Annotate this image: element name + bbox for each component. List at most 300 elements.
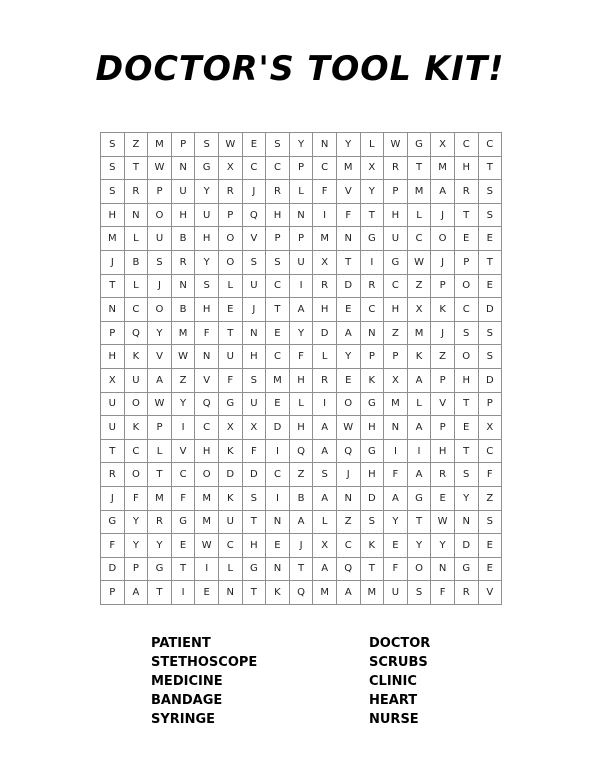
grid-cell: D bbox=[266, 416, 290, 440]
grid-cell: U bbox=[384, 227, 408, 251]
grid-cell: O bbox=[407, 557, 431, 581]
grid-cell: R bbox=[431, 463, 455, 487]
grid-cell: C bbox=[454, 298, 478, 322]
grid-cell: W bbox=[218, 133, 242, 157]
grid-cell: D bbox=[478, 298, 502, 322]
grid-cell: Q bbox=[289, 439, 313, 463]
grid-row bbox=[101, 486, 502, 510]
grid-cell: N bbox=[124, 203, 148, 227]
grid-cell: I bbox=[266, 486, 290, 510]
grid-cell: X bbox=[478, 416, 502, 440]
grid-cell: P bbox=[360, 345, 384, 369]
grid-cell: Q bbox=[195, 392, 219, 416]
grid-cell: P bbox=[148, 180, 172, 204]
grid-cell: F bbox=[242, 439, 266, 463]
grid-cell: D bbox=[313, 321, 337, 345]
grid-cell: N bbox=[171, 156, 195, 180]
grid-cell: W bbox=[336, 416, 360, 440]
page-title: DOCTOR'S TOOL KIT! bbox=[95, 49, 505, 89]
grid-cell: O bbox=[124, 392, 148, 416]
grid-cell: H bbox=[313, 298, 337, 322]
grid-cell: I bbox=[407, 439, 431, 463]
grid-cell: F bbox=[384, 557, 408, 581]
grid-cell: M bbox=[195, 510, 219, 534]
grid-cell: F bbox=[195, 321, 219, 345]
grid-cell: C bbox=[266, 463, 290, 487]
grid-cell: T bbox=[171, 557, 195, 581]
grid-cell: Q bbox=[336, 439, 360, 463]
grid-cell: E bbox=[478, 274, 502, 298]
grid-cell: F bbox=[336, 203, 360, 227]
grid-cell: N bbox=[266, 510, 290, 534]
grid-cell: T bbox=[336, 250, 360, 274]
grid-cell: S bbox=[195, 133, 219, 157]
grid-cell: T bbox=[101, 274, 125, 298]
grid-cell: S bbox=[242, 250, 266, 274]
grid-cell: Y bbox=[171, 392, 195, 416]
grid-cell: W bbox=[195, 534, 219, 558]
grid-cell: O bbox=[336, 392, 360, 416]
grid-cell: C bbox=[336, 534, 360, 558]
grid-cell: A bbox=[289, 298, 313, 322]
grid-cell: G bbox=[407, 486, 431, 510]
grid-cell: A bbox=[407, 416, 431, 440]
grid-cell: N bbox=[266, 557, 290, 581]
grid-cell: Y bbox=[454, 486, 478, 510]
grid-cell: H bbox=[289, 368, 313, 392]
word-item: NURSE bbox=[369, 712, 419, 727]
grid-cell: E bbox=[454, 227, 478, 251]
grid-cell: T bbox=[407, 156, 431, 180]
grid-cell: G bbox=[148, 557, 172, 581]
grid-cell: G bbox=[101, 510, 125, 534]
grid-cell: S bbox=[478, 203, 502, 227]
grid-cell: P bbox=[431, 368, 455, 392]
grid-cell: H bbox=[384, 203, 408, 227]
grid-cell: S bbox=[101, 180, 125, 204]
grid-cell: V bbox=[336, 180, 360, 204]
grid-cell: X bbox=[101, 368, 125, 392]
grid-cell: P bbox=[124, 557, 148, 581]
grid-cell: W bbox=[431, 510, 455, 534]
grid-cell: T bbox=[454, 439, 478, 463]
grid-cell: S bbox=[101, 156, 125, 180]
grid-cell: T bbox=[266, 298, 290, 322]
grid-cell: C bbox=[266, 345, 290, 369]
grid-cell: S bbox=[242, 368, 266, 392]
grid-cell: S bbox=[266, 250, 290, 274]
grid-cell: P bbox=[431, 416, 455, 440]
grid-cell: P bbox=[289, 227, 313, 251]
grid-cell: B bbox=[289, 486, 313, 510]
grid-cell: H bbox=[384, 298, 408, 322]
grid-cell: T bbox=[454, 392, 478, 416]
grid-cell: F bbox=[478, 463, 502, 487]
grid-cell: X bbox=[360, 156, 384, 180]
grid-cell: Y bbox=[336, 133, 360, 157]
grid-cell: J bbox=[336, 463, 360, 487]
grid-cell: K bbox=[407, 345, 431, 369]
grid-cell: U bbox=[218, 345, 242, 369]
grid-cell: B bbox=[171, 227, 195, 251]
grid-cell: N bbox=[336, 486, 360, 510]
grid-cell: F bbox=[101, 534, 125, 558]
grid-cell: H bbox=[171, 203, 195, 227]
grid-cell: G bbox=[242, 557, 266, 581]
grid-cell: U bbox=[124, 368, 148, 392]
grid-row bbox=[101, 416, 502, 440]
grid-cell: P bbox=[454, 250, 478, 274]
grid-cell: M bbox=[313, 227, 337, 251]
grid-cell: G bbox=[195, 156, 219, 180]
grid-cell: M bbox=[171, 321, 195, 345]
grid-cell: Y bbox=[360, 180, 384, 204]
grid-cell: Y bbox=[124, 534, 148, 558]
grid-cell: T bbox=[242, 510, 266, 534]
grid-cell: J bbox=[101, 486, 125, 510]
grid-cell: X bbox=[242, 416, 266, 440]
grid-row bbox=[101, 392, 502, 416]
grid-cell: T bbox=[148, 581, 172, 605]
grid-cell: Z bbox=[407, 274, 431, 298]
grid-cell: Q bbox=[289, 581, 313, 605]
grid-cell: Z bbox=[431, 345, 455, 369]
grid-cell: E bbox=[478, 557, 502, 581]
grid-cell: H bbox=[266, 203, 290, 227]
grid-cell: U bbox=[195, 203, 219, 227]
grid-cell: E bbox=[454, 416, 478, 440]
grid-cell: U bbox=[101, 392, 125, 416]
grid-cell: N bbox=[360, 321, 384, 345]
grid-cell: A bbox=[313, 416, 337, 440]
grid-cell: F bbox=[289, 345, 313, 369]
grid-cell: P bbox=[384, 180, 408, 204]
grid-cell: Y bbox=[124, 510, 148, 534]
grid-cell: U bbox=[148, 227, 172, 251]
grid-cell: I bbox=[384, 439, 408, 463]
grid-cell: D bbox=[454, 534, 478, 558]
grid-cell: A bbox=[431, 180, 455, 204]
grid-cell: S bbox=[478, 345, 502, 369]
grid-cell: E bbox=[431, 486, 455, 510]
grid-cell: J bbox=[289, 534, 313, 558]
grid-row bbox=[101, 180, 502, 204]
grid-cell: T bbox=[101, 439, 125, 463]
grid-cell: X bbox=[313, 250, 337, 274]
grid-cell: Y bbox=[195, 180, 219, 204]
grid-cell: P bbox=[289, 156, 313, 180]
grid-cell: E bbox=[171, 534, 195, 558]
grid-cell: T bbox=[478, 250, 502, 274]
grid-cell: C bbox=[454, 133, 478, 157]
grid-cell: E bbox=[218, 298, 242, 322]
grid-cell: N bbox=[384, 416, 408, 440]
grid-cell: H bbox=[360, 463, 384, 487]
grid-cell: S bbox=[454, 463, 478, 487]
grid-cell: H bbox=[195, 227, 219, 251]
grid-cell: G bbox=[384, 250, 408, 274]
grid-cell: G bbox=[360, 392, 384, 416]
grid-cell: W bbox=[148, 156, 172, 180]
grid-cell: L bbox=[313, 345, 337, 369]
grid-cell: P bbox=[101, 321, 125, 345]
word-item: PATIENT bbox=[151, 636, 211, 651]
grid-row bbox=[101, 345, 502, 369]
grid-cell: L bbox=[218, 557, 242, 581]
grid-cell: T bbox=[454, 203, 478, 227]
grid-cell: D bbox=[242, 463, 266, 487]
grid-cell: C bbox=[171, 463, 195, 487]
grid-cell: K bbox=[360, 534, 384, 558]
grid-cell: K bbox=[431, 298, 455, 322]
grid-cell: L bbox=[289, 392, 313, 416]
grid-cell: Y bbox=[289, 133, 313, 157]
grid-cell: C bbox=[242, 156, 266, 180]
word-item: BANDAGE bbox=[151, 693, 223, 708]
grid-cell: G bbox=[454, 557, 478, 581]
grid-cell: C bbox=[384, 274, 408, 298]
grid-cell: F bbox=[218, 368, 242, 392]
word-item: MEDICINE bbox=[151, 674, 223, 689]
grid-cell: Y bbox=[195, 250, 219, 274]
grid-cell: Y bbox=[407, 534, 431, 558]
grid-cell: J bbox=[148, 274, 172, 298]
grid-cell: B bbox=[171, 298, 195, 322]
grid-cell: N bbox=[454, 510, 478, 534]
grid-cell: K bbox=[218, 486, 242, 510]
grid-cell: E bbox=[266, 534, 290, 558]
grid-cell: M bbox=[407, 180, 431, 204]
grid-row bbox=[101, 227, 502, 251]
grid-cell: H bbox=[289, 416, 313, 440]
grid-cell: G bbox=[171, 510, 195, 534]
grid-cell: P bbox=[148, 416, 172, 440]
grid-cell: I bbox=[289, 274, 313, 298]
grid-cell: D bbox=[101, 557, 125, 581]
grid-cell: S bbox=[101, 133, 125, 157]
grid-cell: V bbox=[195, 368, 219, 392]
grid-cell: G bbox=[360, 439, 384, 463]
grid-row bbox=[101, 534, 502, 558]
grid-cell: N bbox=[242, 321, 266, 345]
grid-cell: N bbox=[313, 133, 337, 157]
grid-cell: V bbox=[478, 581, 502, 605]
grid-cell: S bbox=[407, 581, 431, 605]
grid-cell: U bbox=[289, 250, 313, 274]
grid-cell: I bbox=[313, 392, 337, 416]
grid-cell: Y bbox=[336, 345, 360, 369]
grid-cell: L bbox=[289, 180, 313, 204]
grid-cell: J bbox=[431, 250, 455, 274]
grid-cell: S bbox=[478, 510, 502, 534]
grid-cell: P bbox=[101, 581, 125, 605]
grid-cell: L bbox=[148, 439, 172, 463]
grid-cell: H bbox=[454, 368, 478, 392]
grid-cell: Z bbox=[171, 368, 195, 392]
grid-cell: M bbox=[407, 321, 431, 345]
grid-cell: C bbox=[266, 274, 290, 298]
grid-cell: E bbox=[336, 368, 360, 392]
word-item: CLINIC bbox=[369, 674, 417, 689]
grid-row bbox=[101, 463, 502, 487]
grid-cell: L bbox=[313, 510, 337, 534]
grid-cell: P bbox=[478, 392, 502, 416]
grid-cell: W bbox=[407, 250, 431, 274]
grid-row bbox=[101, 156, 502, 180]
grid-cell: A bbox=[313, 557, 337, 581]
grid-cell: T bbox=[242, 581, 266, 605]
grid-cell: S bbox=[313, 463, 337, 487]
grid-cell: U bbox=[242, 274, 266, 298]
grid-cell: R bbox=[313, 368, 337, 392]
grid-cell: C bbox=[478, 133, 502, 157]
grid-cell: T bbox=[148, 463, 172, 487]
grid-cell: C bbox=[360, 298, 384, 322]
grid-cell: C bbox=[478, 439, 502, 463]
grid-cell: A bbox=[407, 368, 431, 392]
grid-row bbox=[101, 133, 502, 157]
grid-cell: N bbox=[336, 227, 360, 251]
grid-cell: N bbox=[431, 557, 455, 581]
grid-cell: C bbox=[266, 156, 290, 180]
grid-cell: J bbox=[101, 250, 125, 274]
grid-cell: A bbox=[289, 510, 313, 534]
grid-cell: O bbox=[148, 298, 172, 322]
word-item: DOCTOR bbox=[369, 636, 431, 651]
grid-cell: O bbox=[218, 250, 242, 274]
grid-cell: P bbox=[384, 345, 408, 369]
grid-cell: R bbox=[101, 463, 125, 487]
grid-cell: O bbox=[454, 274, 478, 298]
grid-cell: U bbox=[384, 581, 408, 605]
grid-cell: A bbox=[313, 486, 337, 510]
grid-cell: J bbox=[431, 321, 455, 345]
grid-cell: S bbox=[478, 321, 502, 345]
grid-cell: P bbox=[266, 227, 290, 251]
word-item: STETHOSCOPE bbox=[151, 655, 258, 670]
grid-cell: R bbox=[148, 510, 172, 534]
grid-cell: E bbox=[478, 227, 502, 251]
grid-cell: H bbox=[101, 345, 125, 369]
grid-cell: G bbox=[360, 227, 384, 251]
grid-cell: J bbox=[431, 203, 455, 227]
grid-row bbox=[101, 439, 502, 463]
grid-cell: R bbox=[218, 180, 242, 204]
grid-cell: X bbox=[218, 416, 242, 440]
grid-cell: L bbox=[218, 274, 242, 298]
grid-cell: Z bbox=[124, 133, 148, 157]
grid-cell: T bbox=[360, 557, 384, 581]
grid-cell: A bbox=[124, 581, 148, 605]
grid-cell: T bbox=[124, 156, 148, 180]
grid-cell: O bbox=[195, 463, 219, 487]
grid-cell: K bbox=[218, 439, 242, 463]
grid-row bbox=[101, 250, 502, 274]
grid-cell: R bbox=[171, 250, 195, 274]
grid-cell: I bbox=[195, 557, 219, 581]
grid-cell: O bbox=[431, 227, 455, 251]
grid-cell: R bbox=[124, 180, 148, 204]
word-item: SYRINGE bbox=[151, 712, 216, 727]
grid-cell: H bbox=[454, 156, 478, 180]
grid-cell: W bbox=[148, 392, 172, 416]
grid-cell: H bbox=[101, 203, 125, 227]
grid-row bbox=[101, 274, 502, 298]
grid-cell: E bbox=[336, 298, 360, 322]
grid-cell: M bbox=[360, 581, 384, 605]
grid-cell: V bbox=[148, 345, 172, 369]
grid-cell: K bbox=[124, 416, 148, 440]
grid-cell: S bbox=[360, 510, 384, 534]
grid-cell: Y bbox=[148, 321, 172, 345]
grid-cell: D bbox=[360, 486, 384, 510]
grid-cell: N bbox=[101, 298, 125, 322]
grid-cell: B bbox=[124, 250, 148, 274]
grid-cell: M bbox=[101, 227, 125, 251]
grid-cell: D bbox=[478, 368, 502, 392]
grid-cell: D bbox=[218, 463, 242, 487]
grid-cell: I bbox=[266, 439, 290, 463]
grid-row bbox=[101, 368, 502, 392]
grid-cell: T bbox=[478, 156, 502, 180]
grid-cell: I bbox=[171, 416, 195, 440]
grid-cell: C bbox=[124, 439, 148, 463]
word-search-grid bbox=[100, 132, 502, 605]
grid-cell: M bbox=[336, 156, 360, 180]
grid-cell: T bbox=[218, 321, 242, 345]
grid-cell: M bbox=[384, 392, 408, 416]
word-item: SCRUBS bbox=[369, 655, 428, 670]
grid-cell: K bbox=[124, 345, 148, 369]
grid-cell: P bbox=[218, 203, 242, 227]
grid-cell: F bbox=[171, 486, 195, 510]
grid-cell: R bbox=[454, 180, 478, 204]
grid-cell: R bbox=[454, 581, 478, 605]
grid-cell: K bbox=[360, 368, 384, 392]
grid-cell: C bbox=[124, 298, 148, 322]
grid-cell: N bbox=[218, 581, 242, 605]
grid-cell: A bbox=[384, 486, 408, 510]
grid-cell: S bbox=[266, 133, 290, 157]
grid-cell: F bbox=[431, 581, 455, 605]
grid-cell: Y bbox=[148, 534, 172, 558]
grid-row bbox=[101, 203, 502, 227]
grid-cell: S bbox=[242, 486, 266, 510]
grid-cell: H bbox=[360, 416, 384, 440]
grid-cell: Q bbox=[124, 321, 148, 345]
grid-cell: O bbox=[218, 227, 242, 251]
grid-cell: N bbox=[171, 274, 195, 298]
grid-cell: A bbox=[336, 321, 360, 345]
grid-cell: O bbox=[148, 203, 172, 227]
grid-cell: V bbox=[242, 227, 266, 251]
grid-cell: L bbox=[124, 227, 148, 251]
grid-cell: L bbox=[360, 133, 384, 157]
grid-cell: I bbox=[313, 203, 337, 227]
grid-cell: U bbox=[242, 392, 266, 416]
grid-cell: M bbox=[313, 581, 337, 605]
grid-cell: F bbox=[124, 486, 148, 510]
grid-row bbox=[101, 321, 502, 345]
grid-cell: C bbox=[407, 227, 431, 251]
grid-cell: V bbox=[431, 392, 455, 416]
grid-cell: I bbox=[171, 581, 195, 605]
grid-cell: X bbox=[431, 133, 455, 157]
grid-cell: A bbox=[407, 463, 431, 487]
grid-cell: R bbox=[313, 274, 337, 298]
grid-cell: U bbox=[218, 510, 242, 534]
grid-cell: H bbox=[195, 298, 219, 322]
